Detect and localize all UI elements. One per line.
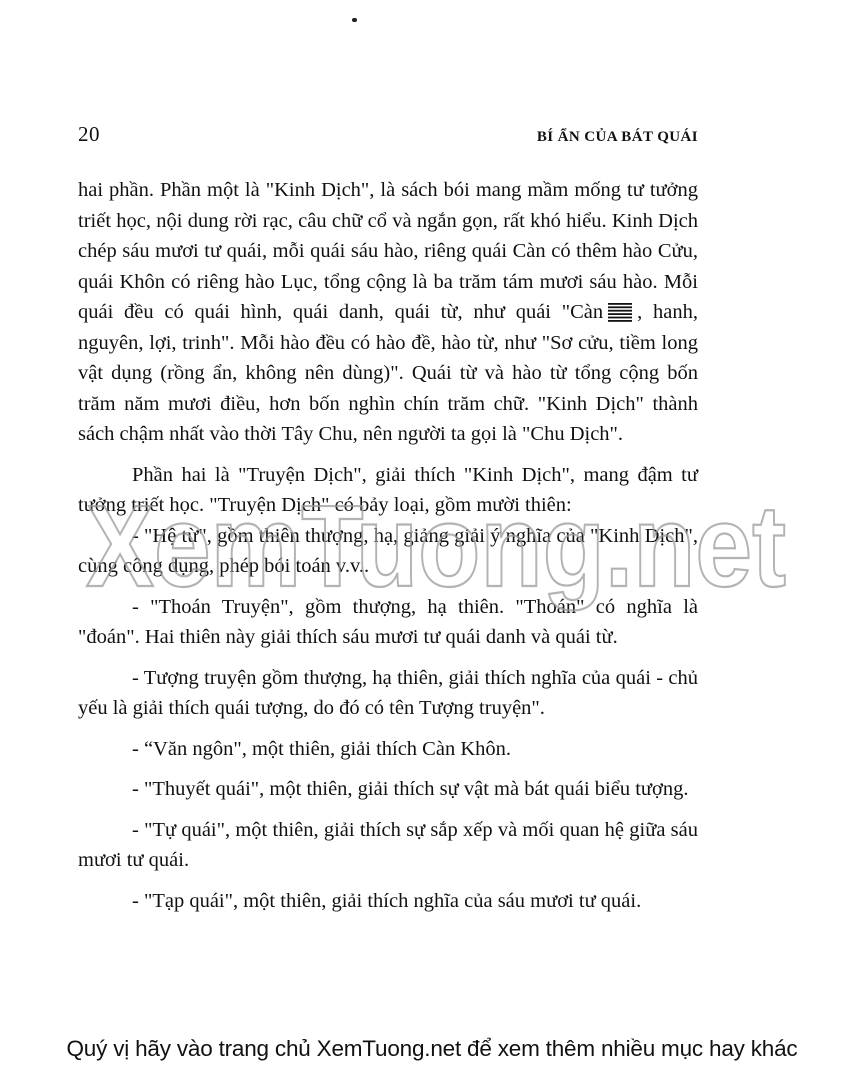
footer-banner (0, 1036, 864, 1062)
list-item-tu-quai: - "Tự quái", một thiên, giải thích sự sắp xếp và mối quan hệ giữa sáu mươi tư quái. (78, 818, 698, 871)
list-item-he-tu: - "Hệ từ", gồm thiên thượng, hạ, giảng giải ý nghĩa của "Kinh Dịch", cùng công dụng, phép bói toán v.v.. (78, 524, 698, 577)
list-item-van-ngon: - “Văn ngôn", một thiên, giải thích Càn Khôn. (132, 737, 512, 760)
qian-hexagram-icon (607, 301, 633, 321)
paragraph-1-part-b: , hanh, nguyên, lợi, trinh". Mỗi hào đều có hào đề, hào từ, như "Sơ cửu, tiềm long vật dụng (rồng ẩn, không nên dùng)". Quái từ và hào từ tổng cộng bốn trăm năm mươi điều, hơn bốn nghìn chín trăm chữ. "Kinh Dịch" thành sách chậm nhất vào thời Tây Chu, nên người ta gọi là "Chu Dịch". (78, 301, 698, 445)
paragraph-1-part-a: hai phần. Phần một là "Kinh Dịch", là sách bói mang mầm mống tư tưởng triết học, nội dung rời rạc, câu chữ cổ và ngắn gọn, rất khó hiểu. Kinh Dịch chép sáu mươi tư quái, mỗi quái sáu hào, riêng quái Càn có thêm hào Cửu, quái Khôn có riêng hào Lục, tổng cộng là ba trăm tám mươi sáu hào. Mỗi quái đều có quái hình, quái danh, quái từ, như quái "Càn (78, 179, 698, 323)
list-item-tap-quai: - "Tạp quái", một thiên, giải thích nghĩa của sáu mươi tư quái. (132, 889, 642, 912)
footer-text-end: để xem thêm nhiều mục hay khác (461, 1036, 798, 1061)
running-title: BÍ ẨN CỦA BÁT QUÁI (536, 129, 698, 145)
paragraph-1 (78, 175, 698, 450)
list-item-thuyet-quai: - "Thuyết quái", một thiên, giải thích sự vật mà bát quái biểu tượng. (132, 778, 689, 800)
watermark-text: XemTuong.net (86, 481, 786, 611)
page-number: 20 (78, 122, 100, 146)
paragraph-2: Phần hai là "Truyện Dịch", giải thích "Kinh Dịch", mang đậm tư tưởng triết học. "Truyện Dịch" có bảy loại, gồm mười thiên: (78, 463, 698, 516)
list-item-tuong-truyen: - Tượng truyện gồm thượng, hạ thiên, giải thích nghĩa của quái - chủ yếu là giải thích quái tượng, do đó có tên Tượng truyện". (78, 666, 698, 719)
scan-speck (352, 18, 357, 22)
list-item-thoan-truyen: - "Thoán Truyện", gồm thượng, hạ thiên. "Thoán" có nghĩa là "đoán". Hai thiên này giải thích sáu mươi tư quái danh và quái từ. (78, 595, 698, 648)
body-text (78, 175, 698, 916)
footer-site-link[interactable]: XemTuong.net (316, 1036, 461, 1061)
footer-text-start: Quý vị hãy vào trang chủ (66, 1036, 317, 1061)
